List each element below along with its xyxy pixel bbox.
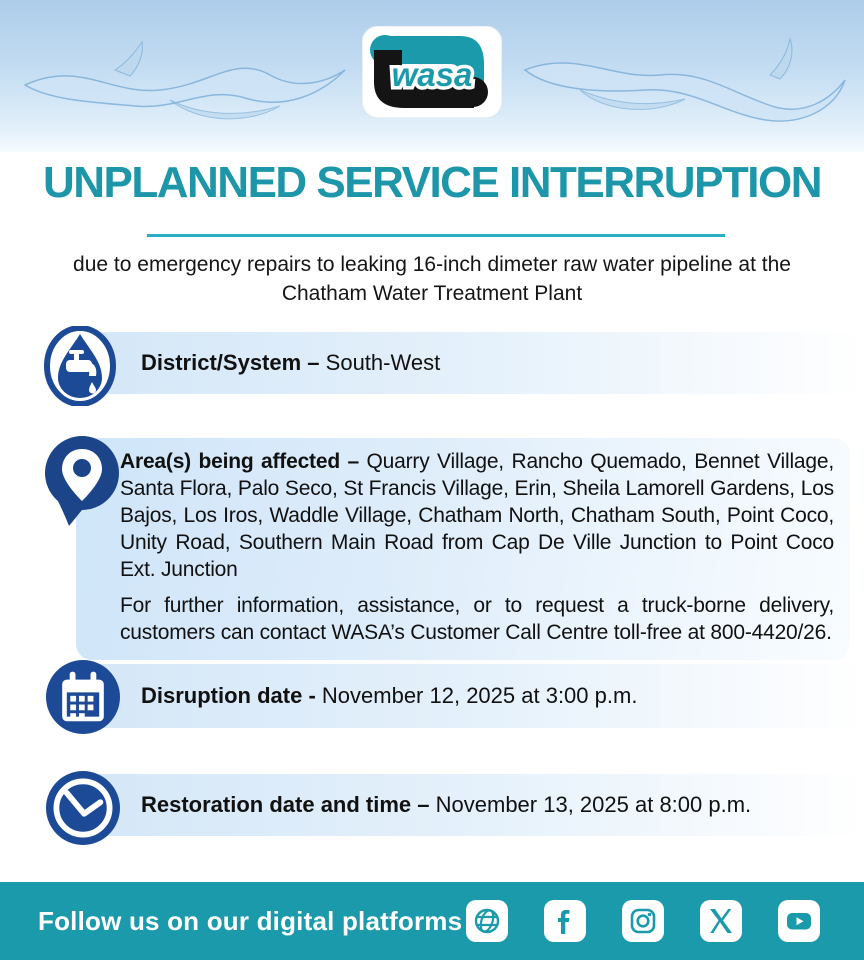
restoration-row [97, 774, 864, 836]
restoration-value: November 13, 2025 at 8:00 p.m. [435, 792, 752, 817]
areas-label: Area(s) being affected – [120, 450, 359, 473]
district-text [97, 350, 440, 376]
areas-panel [76, 438, 850, 660]
facebook-icon[interactable] [544, 900, 586, 942]
wasa-logo-text: wasa [391, 56, 473, 93]
x-icon[interactable] [700, 900, 742, 942]
page-title: UNPLANNED SERVICE INTERRUPTION [42, 158, 822, 207]
water-splash-left [20, 40, 350, 130]
header-banner [0, 0, 864, 152]
district-label: District/System – [141, 350, 320, 375]
areas-affected-text [120, 448, 834, 583]
district-row [97, 332, 864, 394]
disruption-value: November 12, 2025 at 3:00 p.m. [321, 683, 638, 708]
restoration-label: Restoration date and time – [141, 792, 430, 817]
subtitle-line1: due to emergency repairs to leaking 16-inch dimeter raw water pipeline at the [73, 253, 791, 276]
district-value: South-West [325, 350, 441, 375]
subtitle-line2: Chatham Water Treatment Plant [281, 282, 583, 305]
globe-icon[interactable] [466, 900, 508, 942]
water-splash-right [520, 35, 850, 130]
water-tap-icon [44, 326, 116, 406]
title-underline [147, 234, 725, 237]
areas-value: Quarry Village, Rancho Quemado, Bennet Village, Santa Flora, Palo Seco, St Francis Village, Erin, Sheila Lamorell Gardens, Los Bajos, Los Iros, Waddle Village, Chatham North, Chatham South, Point Coco, Unity Road, Southern Main Road from Cap De Ville Junction to Point Coco Ext. Junction [120, 450, 834, 581]
disruption-row [97, 664, 864, 728]
disruption-text [97, 683, 637, 709]
footer-bar [0, 882, 864, 960]
subtitle [32, 250, 832, 308]
calendar-icon [46, 660, 120, 734]
restoration-text [97, 792, 751, 818]
contact-info-text: For further information, assistance, or to request a truck-borne delivery, customers can contact WASA’s Customer Call Centre toll-free at 800-4420/26. [120, 594, 834, 644]
footer-text: Follow us on our digital platforms [38, 905, 463, 936]
youtube-icon[interactable] [778, 900, 820, 942]
wasa-logo [362, 26, 502, 118]
social-icons [466, 900, 820, 942]
location-pin-icon [42, 433, 122, 529]
disruption-label: Disruption date - [141, 683, 316, 708]
instagram-icon[interactable] [622, 900, 664, 942]
clock-icon [46, 771, 120, 845]
